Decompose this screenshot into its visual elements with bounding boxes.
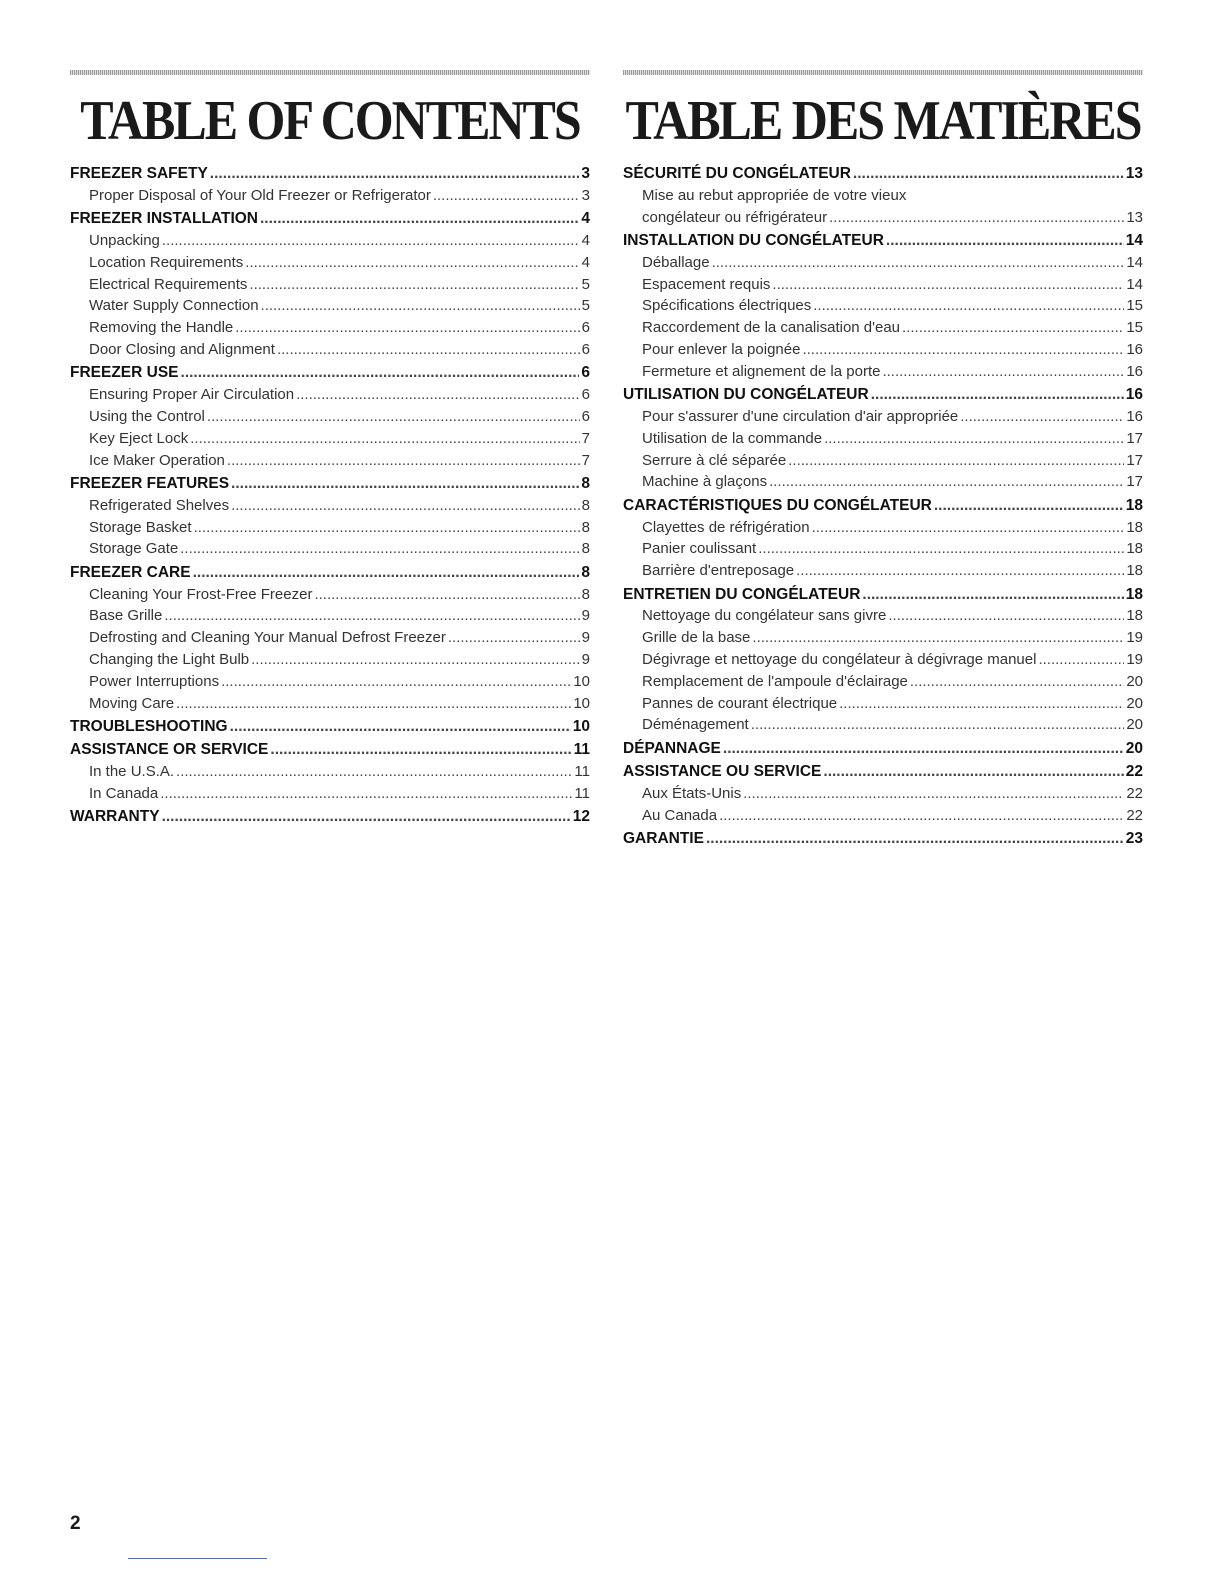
toc-dot-leader: [245, 254, 579, 271]
toc-subsection-entry[interactable]: [70, 408, 590, 430]
toc-entry-title: INSTALLATION DU CONGÉLATEUR: [623, 231, 884, 249]
toc-entry-title: WARRANTY: [70, 808, 160, 826]
toc-page-number: 13: [1126, 208, 1143, 226]
toc-page-number: 5: [581, 297, 590, 315]
toc-page-number: 9: [581, 650, 590, 668]
toc-dot-leader: [758, 540, 1124, 557]
toc-dot-leader: [231, 497, 580, 514]
toc-list-french: [623, 165, 1143, 852]
toc-page-number: 6: [581, 319, 590, 337]
toc-entry-title: FREEZER CARE: [70, 563, 191, 581]
toc-french-column: [623, 70, 1143, 852]
toc-subsection-entry[interactable]: [623, 540, 1143, 562]
toc-subsection-entry[interactable]: [623, 187, 1143, 209]
toc-entry-title: Panier coulissant: [642, 540, 757, 558]
toc-page-number: 8: [581, 474, 590, 492]
toc-section-entry[interactable]: [70, 808, 590, 830]
toc-page-number: 11: [573, 741, 590, 759]
toc-dot-leader: [162, 232, 580, 249]
toc-page-number: 14: [1126, 275, 1143, 293]
footer-rule: [128, 1558, 267, 1559]
toc-page-number: 17: [1126, 473, 1143, 491]
toc-dot-leader: [910, 673, 1124, 690]
toc-entry-title: Dégivrage et nettoyage du congélateur à dégivrage manuel: [642, 650, 1037, 668]
toc-section-entry[interactable]: [70, 364, 590, 386]
toc-page-number: 19: [1126, 650, 1143, 668]
toc-entry-title: In the U.S.A.: [89, 763, 175, 781]
toc-entry-title: Using the Control: [89, 407, 205, 425]
toc-subsection-entry[interactable]: [70, 297, 590, 319]
toc-section-entry[interactable]: [623, 165, 1143, 187]
toc-page-number: 3: [581, 165, 590, 182]
toc-page-number: 6: [581, 407, 590, 425]
toc-page-number: 8: [581, 585, 590, 603]
toc-page-number: 20: [1126, 716, 1143, 734]
toc-entry-title: Location Requirements: [89, 253, 244, 271]
toc-page-number: 4: [581, 231, 590, 249]
toc-subsection-entry[interactable]: [70, 607, 590, 629]
top-rule: [623, 70, 1143, 75]
toc-page-number: 18: [1126, 562, 1143, 580]
toc-section-entry[interactable]: [623, 586, 1143, 608]
toc-entry-title: congélateur ou réfrigérateur: [642, 208, 828, 226]
page-title-english: TABLE OF CONTENTS: [80, 88, 580, 152]
toc-entry-title: Unpacking: [89, 231, 160, 249]
toc-dot-leader: [270, 741, 571, 759]
toc-page-number: 15: [1126, 319, 1143, 337]
toc-dot-leader: [712, 254, 1125, 271]
toc-entry-title: Machine à glaçons: [642, 473, 768, 491]
toc-entry-title: Aux États-Unis: [642, 784, 742, 802]
toc-subsection-entry[interactable]: [623, 254, 1143, 276]
toc-entry-title: ENTRETIEN DU CONGÉLATEUR: [623, 585, 861, 603]
toc-entry-title: Mise au rebut appropriée de votre vieux: [642, 186, 907, 204]
toc-entry-title: Grille de la base: [642, 629, 751, 647]
toc-dot-leader: [1038, 651, 1124, 668]
toc-subsection-entry[interactable]: [70, 276, 590, 298]
toc-entry-title: Door Closing and Alignment: [89, 340, 275, 358]
page-number: 2: [70, 1513, 81, 1534]
toc-subsection-entry[interactable]: [70, 586, 590, 608]
toc-subsection-entry[interactable]: [70, 254, 590, 276]
toc-entry-title: Storage Gate: [89, 540, 179, 558]
toc-entry-title: Pour enlever la poignée: [642, 340, 801, 358]
toc-entry-title: Pannes de courant électrique: [642, 694, 838, 712]
toc-dot-leader: [839, 695, 1124, 712]
toc-page-number: 17: [1126, 429, 1143, 447]
toc-entry-title: Barrière d'entreposage: [642, 562, 795, 580]
toc-entry-title: SÉCURITÉ DU CONGÉLATEUR: [623, 165, 851, 182]
toc-dot-leader: [719, 807, 1124, 824]
toc-subsection-entry[interactable]: [70, 695, 590, 717]
toc-page-number: 18: [1125, 585, 1143, 603]
toc-dot-leader: [960, 408, 1124, 425]
toc-page-number: 22: [1125, 763, 1143, 781]
toc-subsection-entry[interactable]: [623, 473, 1143, 495]
toc-page-number: 16: [1126, 407, 1143, 425]
toc-dot-leader: [251, 651, 580, 668]
toc-dot-leader: [277, 341, 580, 358]
toc-entry-title: Ensuring Proper Air Circulation: [89, 386, 295, 404]
toc-entry-title: FREEZER FEATURES: [70, 474, 230, 492]
toc-dot-leader: [853, 165, 1124, 183]
toc-entry-title: Spécifications électriques: [642, 297, 812, 315]
toc-page-number: 8: [581, 496, 590, 514]
toc-entry-title: Remplacement de l'ampoule d'éclairage: [642, 672, 908, 690]
toc-subsection-entry[interactable]: [623, 430, 1143, 452]
toc-section-entry[interactable]: [623, 830, 1143, 852]
toc-entry-title: Removing the Handle: [89, 319, 234, 337]
toc-page-number: 8: [581, 563, 590, 581]
toc-entry-title: In Canada: [89, 784, 159, 802]
toc-page-number: 9: [581, 607, 590, 625]
toc-page-number: 23: [1125, 830, 1143, 848]
toc-subsection-entry[interactable]: [623, 408, 1143, 430]
toc-subsection-entry[interactable]: [70, 673, 590, 695]
toc-section-entry[interactable]: [70, 564, 590, 586]
toc-subsection-entry[interactable]: [623, 341, 1143, 363]
toc-subsection-entry[interactable]: [70, 519, 590, 541]
toc-dot-leader: [433, 187, 580, 204]
toc-subsection-entry[interactable]: [70, 386, 590, 408]
toc-page-number: 12: [572, 808, 590, 826]
toc-dot-leader: [706, 830, 1124, 848]
toc-entry-title: Ice Maker Operation: [89, 451, 225, 469]
toc-subsection-entry[interactable]: [70, 319, 590, 341]
toc-page-number: 4: [581, 210, 590, 228]
toc-entry-title: Utilisation de la commande: [642, 429, 823, 447]
toc-dot-leader: [193, 564, 580, 582]
toc-dot-leader: [296, 386, 580, 403]
toc-entry-title: Power Interruptions: [89, 672, 220, 690]
toc-dot-leader: [886, 232, 1124, 250]
toc-entry-title: Refrigerated Shelves: [89, 496, 230, 514]
toc-subsection-entry[interactable]: [623, 673, 1143, 695]
page-title-french: TABLE DES MATIÈRES: [625, 88, 1141, 152]
toc-dot-leader: [862, 586, 1123, 604]
toc-page-number: 14: [1125, 231, 1143, 249]
toc-dot-leader: [190, 430, 579, 447]
toc-page-number: 18: [1126, 540, 1143, 558]
toc-entry-title: FREEZER INSTALLATION: [70, 210, 258, 228]
toc-entry-title: Déballage: [642, 253, 710, 271]
toc-page-number: 5: [581, 275, 590, 293]
toc-section-entry[interactable]: [623, 497, 1143, 519]
toc-page-number: 3: [581, 186, 590, 204]
toc-page-number: 20: [1126, 672, 1143, 690]
toc-subsection-entry[interactable]: [623, 807, 1143, 829]
toc-page-number: 15: [1126, 297, 1143, 315]
toc-page-number: 14: [1126, 253, 1143, 271]
toc-entry-title: Au Canada: [642, 806, 718, 824]
toc-subsection-entry[interactable]: [70, 187, 590, 209]
toc-entry-title: Changing the Light Bulb: [89, 650, 250, 668]
toc-dot-leader: [160, 785, 572, 802]
toc-dot-leader: [162, 808, 571, 826]
toc-subsection-entry[interactable]: [623, 695, 1143, 717]
toc-dot-leader: [934, 497, 1124, 515]
toc-dot-leader: [249, 276, 579, 293]
toc-entry-title: DÉPANNAGE: [623, 739, 721, 757]
toc-entry-title: Key Eject Lock: [89, 429, 189, 447]
toc-dot-leader: [194, 519, 580, 536]
toc-subsection-entry[interactable]: [623, 607, 1143, 629]
toc-entry-title: Pour s'assurer d'une circulation d'air appropriée: [642, 407, 959, 425]
toc-page-number: 4: [581, 253, 590, 271]
toc-entry-title: Serrure à clé séparée: [642, 451, 787, 469]
toc-page-number: 6: [581, 364, 590, 382]
toc-page-number: 18: [1125, 496, 1143, 514]
toc-entry-title: Espacement requis: [642, 275, 771, 293]
toc-page-number: 17: [1126, 451, 1143, 469]
toc-entry-title: Nettoyage du congélateur sans givre: [642, 607, 887, 625]
toc-subsection-entry[interactable]: [70, 341, 590, 363]
toc-dot-leader: [796, 562, 1124, 579]
toc-dot-leader: [164, 607, 579, 624]
toc-entry-title: UTILISATION DU CONGÉLATEUR: [623, 386, 869, 404]
toc-entry-title: Cleaning Your Frost-Free Freezer: [89, 585, 313, 603]
toc-entry-title: ASSISTANCE OU SERVICE: [623, 763, 822, 781]
toc-section-entry[interactable]: [623, 232, 1143, 254]
toc-entry-title: Water Supply Connection: [89, 297, 259, 315]
toc-page-number: 18: [1126, 518, 1143, 536]
toc-dot-leader: [227, 452, 580, 469]
toc-subsection-entry[interactable]: [70, 232, 590, 254]
toc-entry-title: TROUBLESHOOTING: [70, 717, 228, 735]
toc-dot-leader: [176, 763, 572, 780]
toc-subsection-entry[interactable]: [70, 452, 590, 474]
toc-subsection-entry[interactable]: [623, 276, 1143, 298]
toc-page-number: 7: [581, 429, 590, 447]
toc-entry-title: Proper Disposal of Your Old Freezer or Refrigerator: [89, 186, 431, 204]
toc-entry-title: Storage Basket: [89, 518, 192, 536]
toc-page-number: 16: [1126, 362, 1143, 380]
toc-section-entry[interactable]: [70, 741, 590, 763]
top-rule: [70, 70, 590, 75]
toc-dot-leader: [448, 629, 580, 646]
toc-dot-leader: [176, 695, 571, 712]
toc-dot-leader: [260, 210, 579, 228]
toc-subsection-entry[interactable]: [70, 785, 590, 807]
toc-dot-leader: [769, 473, 1124, 490]
toc-page-number: 8: [581, 518, 590, 536]
toc-dot-leader: [824, 430, 1124, 447]
toc-page-number: 10: [573, 694, 590, 712]
toc-dot-leader: [788, 452, 1124, 469]
toc-dot-leader: [812, 519, 1125, 536]
toc-subsection-entry[interactable]: [623, 562, 1143, 584]
toc-dot-leader: [823, 763, 1123, 781]
toc-dot-leader: [882, 363, 1124, 380]
toc-subsection-entry[interactable]: [623, 785, 1143, 807]
toc-page-number: 11: [574, 784, 590, 802]
toc-page-number: 20: [1125, 739, 1143, 757]
toc-subsection-entry[interactable]: [70, 540, 590, 562]
toc-subsection-entry[interactable]: [70, 651, 590, 673]
toc-section-entry[interactable]: [623, 386, 1143, 408]
toc-entry-title: Déménagement: [642, 716, 749, 734]
toc-subsection-entry[interactable]: [70, 430, 590, 452]
toc-page-number: 10: [573, 672, 590, 690]
toc-subsection-entry[interactable]: [623, 716, 1143, 738]
toc-entry-title: Moving Care: [89, 694, 175, 712]
toc-subsection-entry[interactable]: [623, 651, 1143, 673]
toc-subsection-entry[interactable]: [70, 763, 590, 785]
toc-subsection-entry[interactable]: [623, 297, 1143, 319]
toc-entry-title: FREEZER SAFETY: [70, 165, 208, 182]
toc-page-number: 11: [574, 763, 590, 781]
toc-subsection-entry[interactable]: [623, 319, 1143, 341]
toc-page-number: 16: [1125, 386, 1143, 404]
toc-dot-leader: [829, 209, 1124, 226]
toc-section-entry[interactable]: [70, 475, 590, 497]
toc-dot-leader: [181, 364, 580, 382]
toc-entry-title: Raccordement de la canalisation d'eau: [642, 319, 901, 337]
toc-page-number: 22: [1126, 784, 1143, 802]
toc-page-number: 20: [1126, 694, 1143, 712]
toc-page-number: 10: [572, 717, 590, 735]
toc-section-entry[interactable]: [623, 740, 1143, 762]
toc-dot-leader: [802, 341, 1124, 358]
toc-section-entry[interactable]: [70, 165, 590, 187]
toc-dot-leader: [207, 408, 580, 425]
toc-dot-leader: [180, 540, 579, 557]
toc-english-column: [70, 70, 590, 830]
toc-page-number: 22: [1126, 806, 1143, 824]
toc-subsection-entry[interactable]: [70, 629, 590, 651]
toc-list-english: [70, 165, 590, 830]
toc-entry-title: CARACTÉRISTIQUES DU CONGÉLATEUR: [623, 496, 932, 514]
toc-dot-leader: [723, 740, 1124, 758]
toc-dot-leader: [813, 297, 1124, 314]
toc-section-entry[interactable]: [70, 210, 590, 232]
toc-dot-leader: [230, 718, 571, 736]
toc-dot-leader: [743, 785, 1124, 802]
toc-dot-leader: [231, 475, 579, 493]
toc-dot-leader: [221, 673, 571, 690]
toc-entry-title: Fermeture et alignement de la porte: [642, 362, 881, 380]
toc-dot-leader: [751, 716, 1125, 733]
toc-entry-title: Clayettes de réfrigération: [642, 518, 810, 536]
toc-entry-title: Base Grille: [89, 607, 163, 625]
toc-entry-title: GARANTIE: [623, 830, 704, 848]
toc-entry-title: ASSISTANCE OR SERVICE: [70, 741, 269, 759]
toc-page-number: 6: [581, 340, 590, 358]
toc-page-number: 6: [581, 386, 590, 404]
toc-subsection-entry[interactable]: [70, 497, 590, 519]
toc-subsection-entry[interactable]: [623, 209, 1143, 231]
toc-section-entry[interactable]: [70, 718, 590, 740]
toc-dot-leader: [235, 319, 579, 336]
toc-dot-leader: [772, 276, 1124, 293]
toc-section-entry[interactable]: [623, 763, 1143, 785]
toc-page-number: 7: [581, 451, 590, 469]
toc-entry-title: Electrical Requirements: [89, 275, 248, 293]
toc-page-number: 8: [581, 540, 590, 558]
toc-dot-leader: [261, 297, 580, 314]
toc-subsection-entry[interactable]: [623, 452, 1143, 474]
toc-subsection-entry[interactable]: [623, 629, 1143, 651]
toc-entry-title: Defrosting and Cleaning Your Manual Defrost Freezer: [89, 629, 446, 647]
toc-dot-leader: [314, 586, 579, 603]
toc-page-number: 19: [1126, 629, 1143, 647]
toc-entry-title: FREEZER USE: [70, 364, 179, 382]
toc-subsection-entry[interactable]: [623, 519, 1143, 541]
toc-subsection-entry[interactable]: [623, 363, 1143, 385]
toc-page-number: 16: [1126, 340, 1143, 358]
toc-page-number: 9: [581, 629, 590, 647]
toc-page-number: 18: [1126, 607, 1143, 625]
toc-dot-leader: [902, 319, 1124, 336]
toc-page-number: 13: [1125, 165, 1143, 182]
toc-dot-leader: [871, 386, 1124, 404]
toc-dot-leader: [210, 165, 580, 183]
toc-dot-leader: [888, 607, 1124, 624]
toc-dot-leader: [752, 629, 1124, 646]
